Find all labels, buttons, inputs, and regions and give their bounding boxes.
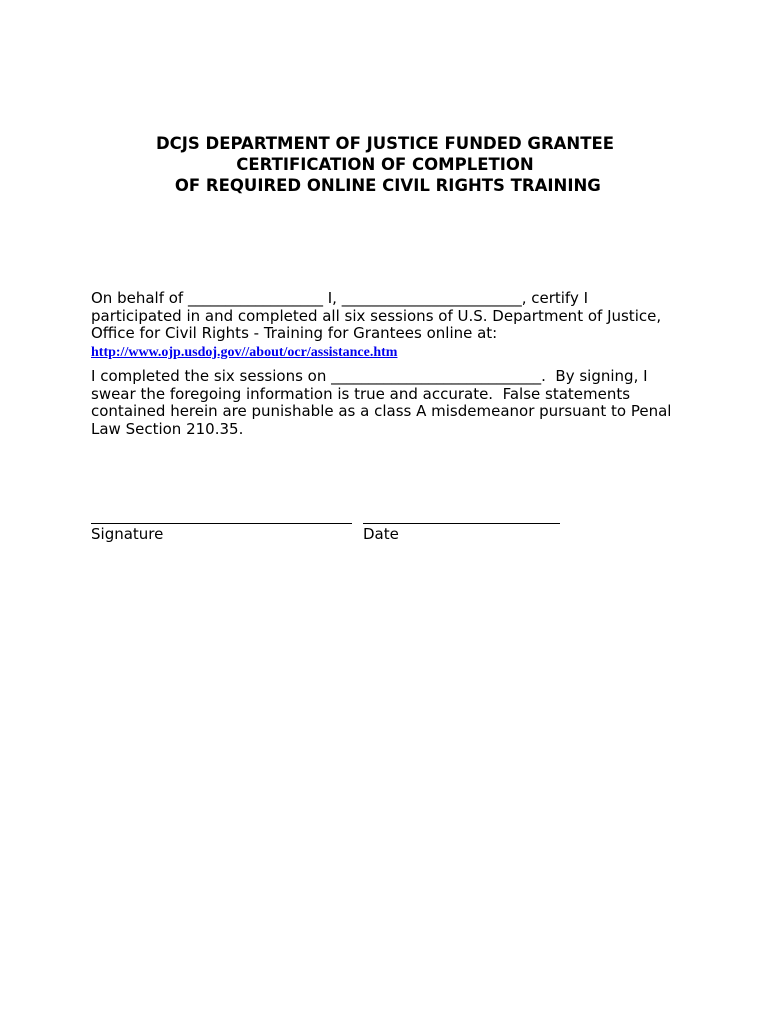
date-block [363,505,560,544]
certification-paragraph [91,290,691,361]
training-link[interactable]: http://www.ojp.usdoj.gov//about/ocr/assistance.htm [91,344,398,360]
paragraph2-line-1: I completed the six sessions on ____________________________. By signing, I [91,367,648,385]
completion-paragraph [91,368,691,438]
paragraph2-line-3: contained herein are punishable as a class A misdemeanor pursuant to Penal [91,402,672,420]
date-label: Date [363,525,399,543]
paragraph2-line-2: swear the foregoing information is true and accurate. False statements [91,384,631,403]
signature-block [91,505,352,544]
date-line[interactable] [363,505,560,524]
title-line-1: DCJS DEPARTMENT OF JUSTICE FUNDED GRANTEE [155,134,615,153]
document-title [0,133,770,196]
paragraph1-line-1: On behalf of __________________ I, ________________________, certify I [91,289,589,307]
title-line-3: OF REQUIRED ONLINE CIVIL RIGHTS TRAINING [169,176,601,195]
paragraph1-line-3: Office for Civil Rights - Training for Grantees online at: [91,324,498,342]
signature-label: Signature [91,525,164,543]
signature-line[interactable] [91,505,352,524]
paragraph2-line-4: Law Section 210.35. [91,419,244,438]
title-line-2: CERTIFICATION OF COMPLETION [236,155,534,174]
paragraph1-line-2: participated in and completed all six sessions of U.S. Department of Justice, [91,306,662,325]
